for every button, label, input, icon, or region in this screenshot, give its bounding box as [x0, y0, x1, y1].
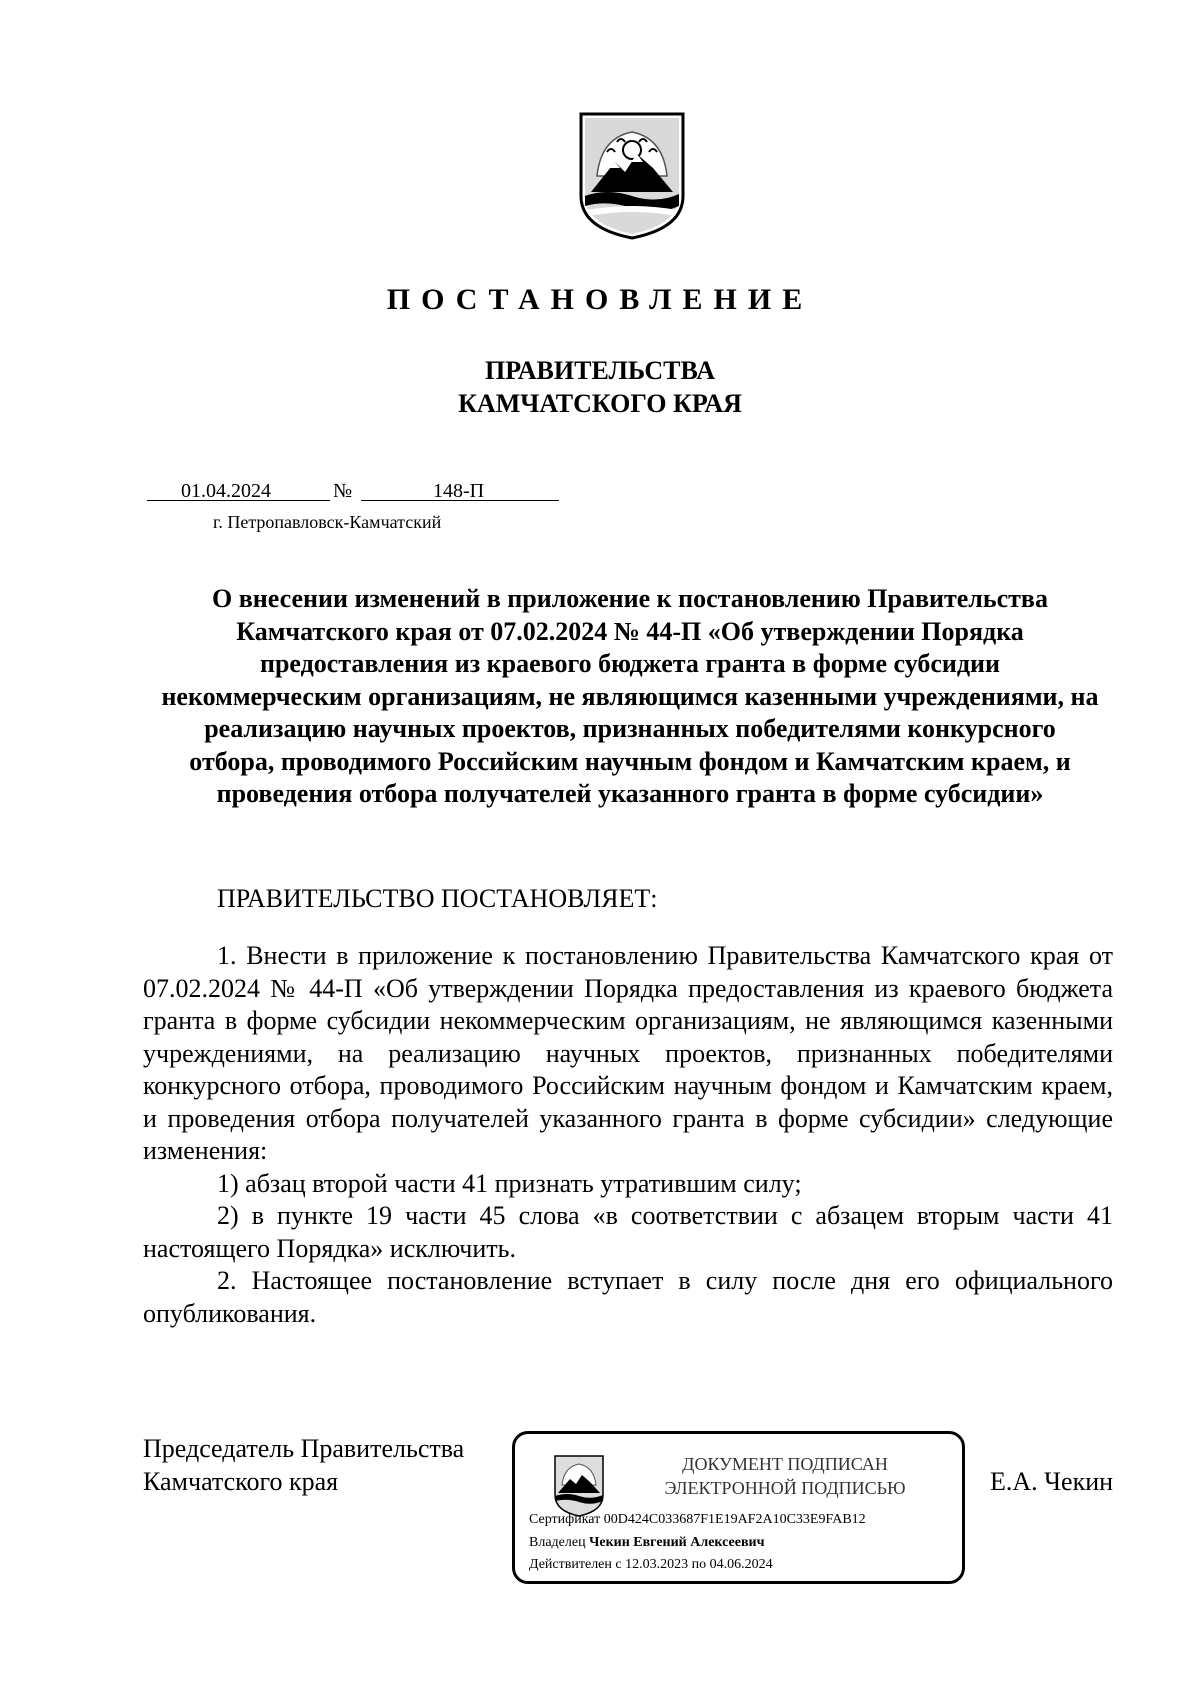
position-line-2: Камчатского края: [143, 1467, 339, 1496]
registration-date: 01.04.2024: [181, 480, 271, 502]
position-line-1: Председатель Правительства: [143, 1434, 465, 1463]
stamp-title-line-1: ДОКУМЕНТ ПОДПИСАН: [682, 1454, 888, 1474]
paragraph-1-item-2: 2) в пункте 19 части 45 слова «в соответствии с абзацем вторым части 41 настоящего Порядка» исключить.: [143, 1201, 1113, 1263]
coat-of-arms-icon: [577, 110, 687, 242]
registration-number: 148-П: [433, 480, 485, 502]
paragraph-1-item-1: 1) абзац второй части 41 признать утратившим силу;: [217, 1168, 802, 1198]
signatory-position: [143, 1432, 464, 1498]
city: г. Петропавловск-Камчатский: [213, 512, 442, 532]
valid-label: Действителен с: [529, 1557, 622, 1572]
document-type-title: ПОСТАНОВЛЕНИЕ: [386, 283, 814, 316]
certificate-label: Сертификат: [529, 1512, 601, 1527]
valid-from: 12.03.2023: [625, 1557, 689, 1572]
stamp-owner: [529, 1534, 764, 1552]
stamp-title: [620, 1452, 950, 1500]
stamp-coat-of-arms-icon: [552, 1453, 606, 1519]
document-body: [143, 940, 1113, 1330]
paragraph-2: 2. Настоящее постановление вступает в силу после дня его официального опубликования.: [143, 1266, 1113, 1328]
owner-value: Чекин Евгений Алексеевич: [589, 1535, 765, 1550]
resolves-heading: ПРАВИТЕЛЬСТВО ПОСТАНОВЛЯЕТ:: [217, 884, 658, 913]
valid-to-label: по: [691, 1557, 707, 1572]
electronic-signature-stamp: [512, 1431, 965, 1584]
authority-line-2: КАМЧАТСКОГО КРАЯ: [458, 389, 742, 418]
issuing-authority: [0, 354, 1200, 420]
paragraph-1: 1. Внести в приложение к постановлению Правительства Камчатского края от 07.02.2024 № 44-П «Об утверждении Порядка предоставления из краевого бюджета гранта в форме субсидии некоммерческим организациям, не являющимся казенными учреждениями, на реализацию научных проектов, признанных победителями конкурсного отбора, проводимого Российским научным фондом и Камчатским краем, и проведения отбора получателей указанного гранта в форме субсидии» следующие изменения:: [143, 941, 1113, 1165]
certificate-value: 00D424C033687F1E19AF2A10C33E9FAB12: [603, 1512, 866, 1527]
authority-line-1: ПРАВИТЕЛЬСТВА: [485, 356, 715, 385]
number-sign: №: [333, 480, 353, 502]
valid-to: 04.06.2024: [709, 1557, 773, 1572]
registration-line: [147, 478, 559, 504]
stamp-certificate: [529, 1511, 866, 1529]
stamp-validity: [529, 1556, 773, 1574]
owner-label: Владелец: [529, 1535, 586, 1550]
signatory-name: Е.А. Чекин: [990, 1467, 1114, 1496]
document-subject: О внесении изменений в приложение к постановлению Правительства Камчатского края от 07.02.2024 № 44-П «Об утверждении Порядка предоставления из краевого бюджета гранта в форме субсидии некоммерческим организациям, не являющимся казенными учреждениями, на реализацию научных проектов, признанных победителями конкурсного отбора, проводимого Российским научным фондом и Камчатским краем, и проведения отбора получателей указанного гранта в форме субсидии»: [161, 584, 1099, 808]
stamp-title-line-2: ЭЛЕКТРОННОЙ ПОДПИСЬЮ: [664, 1478, 906, 1498]
